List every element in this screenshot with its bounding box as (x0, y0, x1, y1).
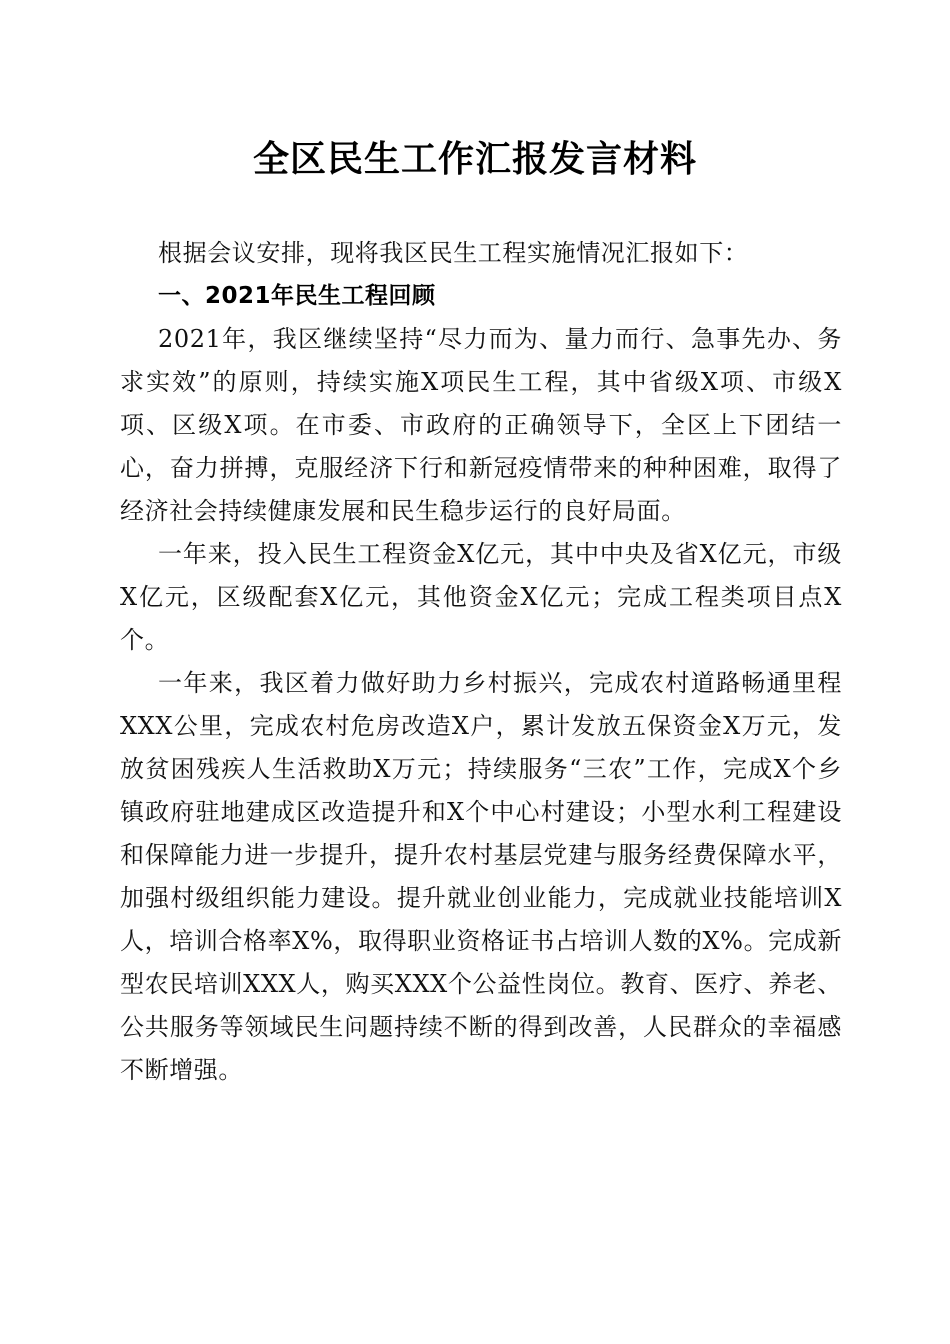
document-body (120, 232, 842, 1092)
document-title: 全区民生工作汇报发言材料 (252, 138, 697, 180)
body-paragraph-3: 一年来，我区着力做好助力乡村振兴，完成农村道路畅通里程XXX公里，完成农村危房改造X户，累计发放五保资金X万元，发放贫困残疾人生活救助X万元；持续服务“三农”工作，完成X个乡镇政府驻地建成区改造提升和X个中心村建设；小型水利工程建设和保障能力进一步提升，提升农村基层党建与服务经费保障水平，加强村级组织能力建设。提升就业创业能力，完成就业技能培训X人，培训合格率X%，取得职业资格证书占培训人数的X%。完成新型农民培训XXX人，购买XXX个公益性岗位。教育、医疗、养老、公共服务等领域民生问题持续不断的得到改善，人民群众的幸福感不断增强。 (120, 669, 842, 1084)
body-paragraph-2: 一年来，投入民生工程资金X亿元，其中中央及省X亿元，市级X亿元，区级配套X亿元，其他资金X亿元；完成工程类项目点X个。 (120, 540, 842, 654)
body-paragraph-1: 2021年，我区继续坚持“尽力而为、量力而行、急事先办、务求实效”的原则，持续实施X项民生工程，其中省级X项、市级X项、区级X项。在市委、市政府的正确领导下，全区上下团结一心，奋力拼搏，克服经济下行和新冠疫情带来的种种困难，取得了经济社会持续健康发展和民生稳步运行的良好局面。 (120, 325, 842, 525)
intro-paragraph: 根据会议安排，现将我区民生工程实施情况汇报如下： (158, 239, 749, 267)
section-heading: 一、2021年民生工程回顾 (158, 283, 436, 309)
